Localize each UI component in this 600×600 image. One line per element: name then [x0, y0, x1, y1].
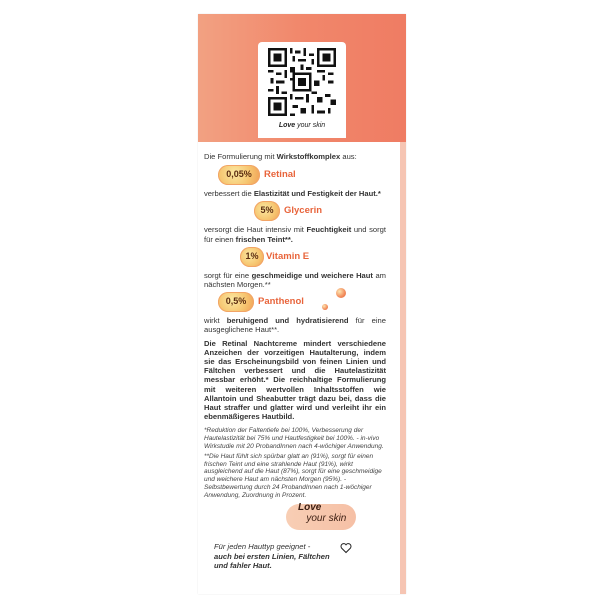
description-paragraph: Die Retinal Nachtcreme mindert verschiedene Anzeichen der vorzeitigen Hautalterung, indem sie das Erscheinungsbild von feinen Linien und Fältchen verbessert und die Hautelastizität messbar erhöht.* Die reichhaltige Formulierung mit weiteren wertvollen Inhaltsstoffen wie Allantoin und Sheabutter trägt dazu bei, dass die Haut straffer und glatter wird und verleiht ihr ein ebenmäßigeres Hautbild. — [204, 338, 386, 422]
ingredient-desc: wirkt beruhigend und hydratisierend für eine ausgeglichene Haut**. — [204, 316, 387, 335]
percent-blob: 1% — [240, 247, 264, 267]
percent-blob: 0,05% — [218, 165, 260, 185]
ingredient-glycerin — [204, 201, 386, 223]
percent-blob: 0,5% — [218, 292, 254, 312]
percent-blob: 5% — [254, 201, 280, 221]
box-content — [204, 152, 386, 502]
intro-text: Die Formulierung mit Wirkstoffkomplex aus: — [204, 152, 357, 161]
product-box — [198, 14, 406, 594]
ingredient-desc: verbessert die Elastizität und Festigkeit der Haut.* — [204, 189, 381, 199]
bottom-claim: Für jeden Hauttyp geeignet - auch bei ersten Linien, Fältchen und fahler Haut. — [214, 542, 330, 570]
ingredient-desc: versorgt die Haut intensiv mit Feuchtigkeit und sorgt für einen frischen Teint**. — [204, 225, 386, 244]
logo-text: Love your skin — [298, 502, 347, 524]
footnote-1: *Reduktion der Faltentiefe bei 100%, Verbesserung der Hautelastizität bei 75% und Hautfestigkeit bei 100%. - in-vivo Wirkstudie mit 20 ProbandInnen nach 4-wöchiger Anwendung. — [204, 427, 384, 451]
side-strip — [400, 142, 406, 594]
ingredient-desc: sorgt für eine geschmeidige und weichere Haut am nächsten Morgen.** — [204, 270, 386, 290]
ingredient-retinal — [204, 165, 386, 187]
ingredient-name: Retinal — [264, 169, 296, 181]
drop-decoration — [336, 288, 346, 298]
qr-card — [258, 42, 346, 138]
ingredient-name: Vitamin E — [266, 250, 310, 262]
your-skin-label: your skin — [295, 122, 326, 129]
qr-caption — [258, 122, 346, 129]
love-your-skin-logo — [286, 502, 362, 534]
ingredient-name: Glycerin — [284, 205, 323, 217]
footnote-2: **Die Haut fühlt sich spürbar glatt an (91%), sorgt für einen frischen Teint und eine strahlende Haut (91%), wirkt ausgleichend auf die Haut (87%), sorgt für eine geschmeidige und weichere Haut am nächsten Morgen (95%). - Selbstbewertung durch 24 ProbandInnen nach 1-wöchiger Anwendung, Zuordnung in Prozent. — [204, 452, 382, 499]
qr-code-icon — [268, 48, 336, 116]
drop-decoration — [322, 304, 328, 310]
love-label: Love — [278, 122, 296, 129]
ingredient-vitamin-e — [204, 247, 386, 269]
ingredient-name: Panthenol — [258, 296, 304, 308]
box-top-band — [198, 14, 406, 142]
ingredient-panthenol — [204, 292, 386, 314]
